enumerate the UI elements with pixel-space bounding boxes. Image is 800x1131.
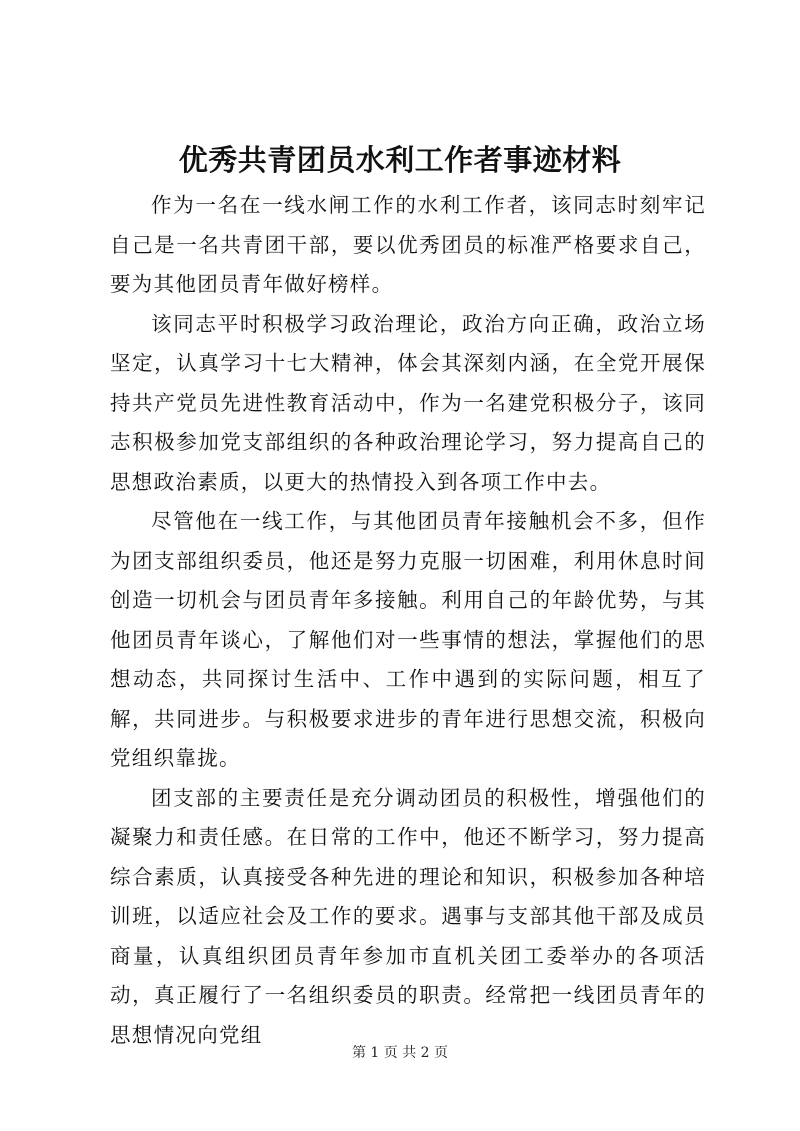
page-footer: 第 1 页 共 2 页 xyxy=(351,1045,449,1061)
paragraph-3: 尽管他在一线工作，与其他团员青年接触机会不多，但作为团支部组织委员，他还是努力克服一切困难，利用休息时间创造一切机会与团员青年多接触。利用自己的年龄优势，与其他团员青年谈心，了解他们对一些事情的想法，掌握他们的思想动态，共同探讨生活中、工作中遇到的实际问题，相互了解，共同进步。与积极要求进步的青年进行思想交流，积极向党组织靠拢。 xyxy=(110,509,706,770)
document-body xyxy=(110,186,706,1055)
paragraph-2: 该同志平时积极学习政治理论，政治方向正确，政治立场坚定，认真学习十七大精神，体会其深刻内涵，在全党开展保持共产党员先进性教育活动中，作为一名建党积极分子，该同志积极参加党支部组织的各种政治理论学习，努力提高自己的思想政治素质，以更大的热情投入到各项工作中去。 xyxy=(110,311,706,494)
document-title: 优秀共青团员水利工作者事迹材料 xyxy=(178,143,622,177)
paragraph-1: 作为一名在一线水闸工作的水利工作者，该同志时刻牢记自己是一名共青团干部，要以优秀团员的标准严格要求自己，要为其他团员青年做好榜样。 xyxy=(110,193,706,296)
paragraph-4: 团支部的主要责任是充分调动团员的积极性，增强他们的凝聚力和责任感。在日常的工作中，他还不断学习，努力提高综合素质，认真接受各种先进的理论和知识，积极参加各种培训班，以适应社会及工作的要求。遇事与支部其他干部及成员商量，认真组织团员青年参加市直机关团工委举办的各项活动，真正履行了一名组织委员的职责。经常把一线团员青年的思想情况向党组 xyxy=(110,785,706,1047)
